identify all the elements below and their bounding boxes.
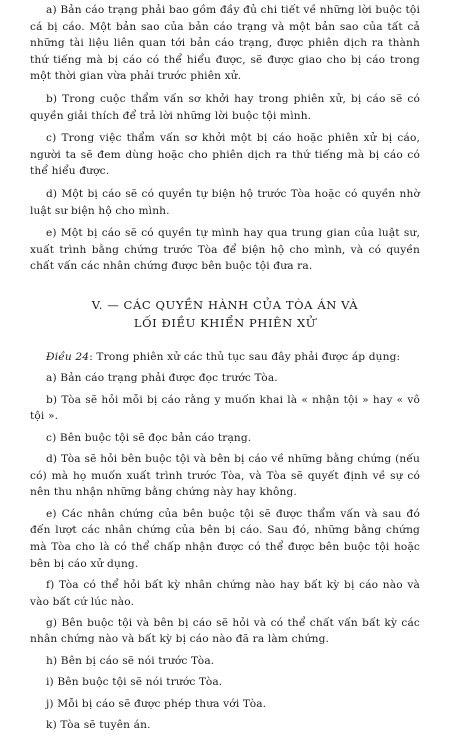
article-intro-text: : Trong phiên xử các thủ tục sau đây phải được áp dụng: (89, 351, 401, 363)
procedure-i: i) Bên buộc tội sẽ nói trước Tòa. (46, 676, 223, 689)
section-heading-line-2: LỐI ĐIỀU KHIỂN PHIÊN XỬ (133, 316, 317, 330)
section-heading (30, 296, 420, 332)
article-label: Điều 24 (46, 351, 90, 363)
article-24 (30, 349, 420, 738)
provisions-list-top (30, 2, 420, 281)
procedure-d: d) Tòa sẽ hỏi bên buộc tội và bên bị cáo về những bằng chứng (nếu có) mà họ muốn xuất trình trước Tòa, và Tòa sẽ quyết định về sự có nên thu nhận những bằng chứng này hay không. (30, 453, 420, 499)
procedure-f: f) Tòa có thể hỏi bất kỳ nhân chứng nào hay bất kỳ bị cáo nào và vào bất cứ lúc nào. (30, 578, 420, 608)
paragraph-e: e) Một bị cáo sẽ có quyền tự mình hay qua trung gian của luật sư, xuất trình bằng chứng trước Tòa để biện hộ cho mình, và có quyền chất vấn các nhân chứng được bên buộc tội đưa ra. (30, 227, 420, 273)
paragraph-b: b) Trong cuộc thẩm vấn sơ khởi hay trong phiên xử, bị cáo sẽ có quyền giải thích để trả lời những lời buộc tội mình. (30, 92, 420, 122)
procedure-b: b) Tòa sẽ hỏi mỗi bị cáo rằng y muốn khai là « nhận tội » hay « vô tội ». (30, 393, 420, 423)
paragraph-d: d) Một bị cáo sẽ có quyền tự biện hộ trước Tòa hoặc có quyền nhờ luật sư biện hộ cho mình. (30, 187, 420, 217)
paragraph-a: a) Bản cáo trạng phải bao gồm đầy đủ chi tiết về những lời buộc tội cá bị cáo. Một bản sao của bản cáo trạng và một bản sao của tất cả những tài liệu liên quan tới bản cáo trạng, được phiên dịch ra thành thứ tiếng mà bị cáo có thể hiểu được, sẽ được giao cho bị cáo trong một thời gian vừa phải trước phiên xử. (30, 4, 420, 83)
procedure-g: g) Bên buộc tội và bên bị cáo sẽ hỏi và có thể chất vấn bất kỳ các nhân chứng nào và bất kỳ bị cáo nào đã ra làm chứng. (30, 616, 420, 646)
article-intro (30, 349, 420, 366)
section-heading-line-1: V. — CÁC QUYỀN HÀNH CỦA TÒA ÁN VÀ (91, 298, 359, 312)
procedure-k: k) Tòa sẽ tuyên án. (46, 719, 151, 732)
procedure-c: c) Bên buộc tội sẽ đọc bản cáo trạng. (46, 431, 252, 444)
procedure-h: h) Bên bị cáo sẽ nói trước Tòa. (46, 654, 215, 667)
procedure-j: j) Mỗi bị cáo sẽ được phép thưa với Tòa. (46, 697, 267, 710)
procedure-e: e) Các nhân chứng của bên buộc tội sẽ được thẩm vấn và sau đó đến lượt các nhân chứng của bên bị cáo. Sau đó, những bằng chứng mà Tòa cho là có thể chấp nhận được có thể được bên buộc tội hoặc bên bị cáo xử dụng. (30, 507, 420, 570)
procedure-a: a) Bản cáo trạng phải được đọc trước Tòa. (46, 372, 278, 385)
paragraph-c: c) Trong việc thẩm vấn sơ khởi một bị cáo hoặc phiên xử bị cáo, người ta sẽ đem dùng hoặc cho phiên dịch ra thứ tiếng mà bị cáo có thể hiểu được. (30, 132, 420, 178)
